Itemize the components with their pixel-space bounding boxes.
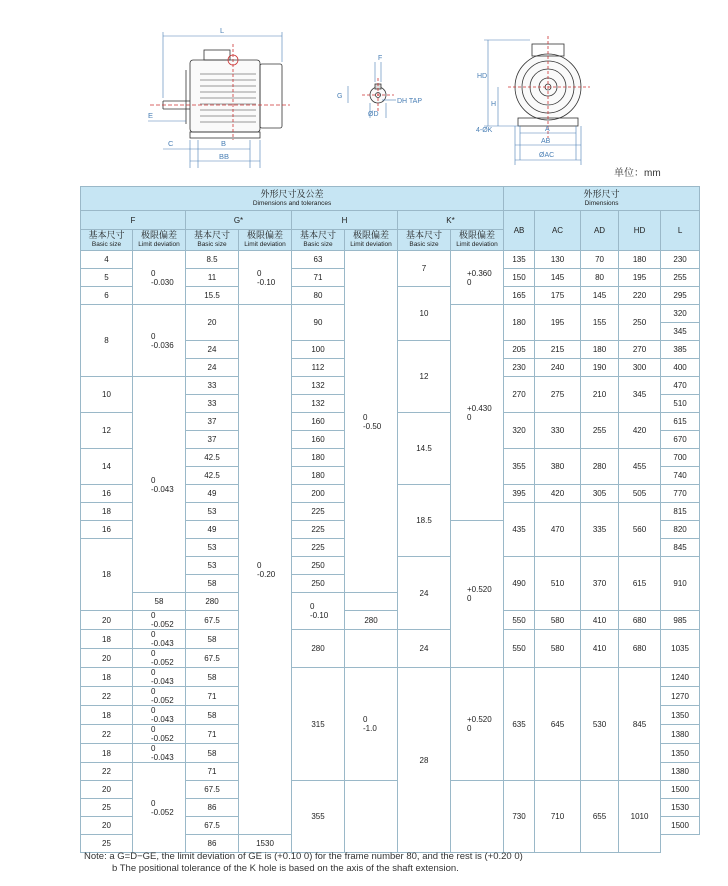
cell-AD: 305 <box>581 485 619 503</box>
col-header-HD: HD <box>619 211 661 251</box>
cell-G: 71 <box>186 763 239 781</box>
cell-AD: 410 <box>581 611 619 630</box>
cell-G: 24 <box>186 341 239 359</box>
side-label-AC: ØAC <box>539 152 555 159</box>
cell-AB: 550 <box>504 611 535 630</box>
cell-AC: 470 <box>535 503 581 557</box>
cell-L: 740 <box>661 467 700 485</box>
cell-AB: 395 <box>504 485 535 503</box>
front-label-L: L <box>220 26 225 35</box>
cell-L: 910 <box>661 557 700 611</box>
cell-L: 670 <box>661 431 700 449</box>
cell-L: 820 <box>661 521 700 539</box>
cell-F-dev: 0 -0.052 <box>133 763 186 853</box>
cell-HD: 420 <box>619 413 661 449</box>
col-header-AC: AC <box>535 211 581 251</box>
cell-K: 14.5 <box>398 413 451 485</box>
cell-AB: 635 <box>504 668 535 781</box>
cell-H: 80 <box>292 287 345 305</box>
cell-G: 42.5 <box>186 467 239 485</box>
subheader-deviation: 极限偏差 Limit deviation <box>239 230 292 251</box>
subheader-deviation: 极限偏差 Limit deviation <box>451 230 504 251</box>
unit-label: 单位：mm <box>614 168 661 179</box>
cell-G: 71 <box>186 687 239 706</box>
cell-G: 8.5 <box>186 251 239 269</box>
cell-AB: 320 <box>504 413 535 449</box>
cell-F: 10 <box>81 377 133 413</box>
cell-L: 845 <box>661 539 700 557</box>
cell-HD: 195 <box>619 269 661 287</box>
shaft-label-DH: DH TAP <box>397 98 423 105</box>
cell-AB: 270 <box>504 377 535 413</box>
cell-H: 112 <box>292 359 345 377</box>
cell-F: 18 <box>81 630 133 649</box>
cell-H: 71 <box>292 269 345 287</box>
cell-L: 1270 <box>661 687 700 706</box>
side-label-AB: AB <box>541 138 551 145</box>
front-label-E: E <box>148 111 154 120</box>
cell-F-dev: 0 -0.052 <box>133 687 186 706</box>
cell-L: 320 <box>661 305 700 323</box>
cell-F: 14 <box>81 449 133 485</box>
cell-AC: 275 <box>535 377 581 413</box>
cell-K-dev: +0.520 0 <box>451 521 504 668</box>
cell-F-dev: 0 -0.030 <box>133 251 186 305</box>
side-view-drawing <box>484 36 590 165</box>
cell-L: 385 <box>661 341 700 359</box>
group-header-dimensions: 外形尺寸 Dimensions <box>504 187 700 211</box>
cell-L: 985 <box>661 611 700 630</box>
cell-G: 49 <box>186 521 239 539</box>
cell-F: 18 <box>81 668 133 687</box>
cell-K: 12 <box>398 341 451 413</box>
cell-H: 90 <box>292 305 345 341</box>
cell-F: 18 <box>81 744 133 763</box>
cell-F: 25 <box>81 799 133 817</box>
cell-F-dev: 0 -0.043 <box>133 668 186 687</box>
cell-G: 67.5 <box>186 649 239 668</box>
cell-AB: 135 <box>504 251 535 269</box>
cell-H: 225 <box>292 539 345 557</box>
cell-AC: 175 <box>535 287 581 305</box>
shaft-label-D: ØD <box>368 111 379 118</box>
cell-H: 280 <box>186 593 239 611</box>
cell-AD: 255 <box>581 413 619 449</box>
cell-AC: 420 <box>535 485 581 503</box>
cell-H-dev: 0 -1.0 <box>345 668 398 781</box>
table-row <box>81 630 700 649</box>
footnotes <box>84 851 523 875</box>
cell-HD: 1010 <box>619 781 661 853</box>
front-label-C: C <box>168 139 174 148</box>
cell-G: 37 <box>186 413 239 431</box>
cell-AC: 130 <box>535 251 581 269</box>
cell-HD: 250 <box>619 305 661 341</box>
cell-F: 8 <box>81 305 133 377</box>
cell-K: 28 <box>398 668 451 853</box>
cell-AD: 530 <box>581 668 619 781</box>
cell-H: 63 <box>292 251 345 269</box>
cell-G: 71 <box>186 725 239 744</box>
cell-F: 22 <box>81 725 133 744</box>
cell-AB: 150 <box>504 269 535 287</box>
cell-L: 1350 <box>661 706 700 725</box>
cell-AC: 710 <box>535 781 581 853</box>
cell-AD: 335 <box>581 503 619 557</box>
cell-HD: 220 <box>619 287 661 305</box>
cell-H: 250 <box>292 557 345 575</box>
cell-G: 33 <box>186 377 239 395</box>
cell-AC: 145 <box>535 269 581 287</box>
cell-G-dev: 0 -0.20 <box>239 305 292 835</box>
cell-G: 58 <box>186 668 239 687</box>
cell-F-dev: 0 -0.043 <box>133 630 186 649</box>
cell-L: 1500 <box>661 817 700 835</box>
cell-L: 1500 <box>661 781 700 799</box>
shaft-label-F: F <box>378 55 383 62</box>
cell-F: 6 <box>81 287 133 305</box>
cell-AD: 210 <box>581 377 619 413</box>
cell-L: 345 <box>661 323 700 341</box>
cell-L: 815 <box>661 503 700 521</box>
col-header-G: G* <box>186 211 292 230</box>
cell-K-dev-empty <box>451 781 504 853</box>
cell-L: 1380 <box>661 763 700 781</box>
cell-G: 58 <box>186 630 239 649</box>
cell-F-dev: 0 -0.036 <box>133 305 186 377</box>
cell-L: 230 <box>661 251 700 269</box>
cell-K: 10 <box>398 287 451 341</box>
cell-AC: 240 <box>535 359 581 377</box>
cell-H: 132 <box>292 395 345 413</box>
cell-L: 615 <box>661 413 700 431</box>
cell-L: 295 <box>661 287 700 305</box>
dimensions-table <box>80 186 700 853</box>
cell-F: 20 <box>81 649 133 668</box>
cell-G-dev: 0 -0.10 <box>239 251 292 305</box>
col-header-K: K* <box>398 211 504 230</box>
cell-F: 18 <box>81 539 133 611</box>
cell-AD: 80 <box>581 269 619 287</box>
cell-HD: 505 <box>619 485 661 503</box>
cell-K: 24 <box>398 557 451 630</box>
subheader-basic: 基本尺寸 Basic size <box>398 230 451 251</box>
footnote-a: Note: a G=D−GE, the limit deviation of GE is (+0.10 0) for the frame number 80, and the rest is (+0.20 0) <box>84 851 523 862</box>
cell-F: 22 <box>81 687 133 706</box>
cell-H: 280 <box>292 630 345 668</box>
table-row <box>81 611 700 630</box>
cell-F: 12 <box>81 413 133 449</box>
cell-G: 58 <box>186 575 239 593</box>
cell-L: 700 <box>661 449 700 467</box>
cell-K-dev: +0.520 0 <box>451 668 504 781</box>
cell-AC: 215 <box>535 341 581 359</box>
cell-G: 24 <box>186 359 239 377</box>
cell-F: 16 <box>81 485 133 503</box>
cell-G: 15.5 <box>186 287 239 305</box>
front-label-B: B <box>221 139 227 148</box>
cell-L: 1240 <box>661 668 700 687</box>
cell-AC: 645 <box>535 668 581 781</box>
cell-F: 18 <box>81 706 133 725</box>
cell-H: 315 <box>292 668 345 781</box>
cell-L: 255 <box>661 269 700 287</box>
cell-H: 132 <box>292 377 345 395</box>
cell-H: 250 <box>292 575 345 593</box>
cell-F: 20 <box>81 781 133 799</box>
motor-drawings <box>0 0 728 180</box>
table-row <box>81 668 700 687</box>
cell-K-dev: +0.430 0 <box>451 305 504 521</box>
shaft-view-drawing <box>348 62 396 118</box>
cell-G: 20 <box>186 305 239 341</box>
cell-AB: 180 <box>504 305 535 341</box>
cell-F: 18 <box>81 503 133 521</box>
cell-HD: 180 <box>619 251 661 269</box>
col-header-F: F <box>81 211 186 230</box>
cell-G: 53 <box>186 557 239 575</box>
cell-F-dev: 0 -0.043 <box>133 706 186 725</box>
footnote-b: b The positional tolerance of the K hole is based on the axis of the shaft extension. <box>112 863 459 874</box>
cell-AD: 655 <box>581 781 619 853</box>
cell-AB: 730 <box>504 781 535 853</box>
cell-H: 180 <box>292 467 345 485</box>
cell-H: 280 <box>345 611 398 630</box>
cell-G: 67.5 <box>186 781 239 799</box>
cell-AB: 550 <box>504 630 535 668</box>
cell-H: 225 <box>292 503 345 521</box>
cell-H: 160 <box>292 431 345 449</box>
cell-G: 67.5 <box>186 611 239 630</box>
cell-L: 1530 <box>239 835 292 853</box>
cell-AB: 165 <box>504 287 535 305</box>
cell-AC: 380 <box>535 449 581 485</box>
cell-G: 42.5 <box>186 449 239 467</box>
cell-AB: 230 <box>504 359 535 377</box>
cell-AD: 70 <box>581 251 619 269</box>
cell-F-dev: 0 -0.052 <box>133 611 186 630</box>
cell-G: 53 <box>186 539 239 557</box>
cell-L: 1350 <box>661 744 700 763</box>
cell-G: 33 <box>186 395 239 413</box>
cell-G: 58 <box>186 706 239 725</box>
cell-AD: 410 <box>581 630 619 668</box>
cell-F: 22 <box>81 763 133 781</box>
cell-G: 67.5 <box>186 817 239 835</box>
cell-AB: 490 <box>504 557 535 611</box>
cell-F: 5 <box>81 269 133 287</box>
col-header-AB: AB <box>504 211 535 251</box>
cell-HD: 345 <box>619 377 661 413</box>
cell-H: 200 <box>292 485 345 503</box>
shaft-label-G: G <box>337 93 343 100</box>
cell-F: 25 <box>81 835 133 853</box>
cell-L: 510 <box>661 395 700 413</box>
cell-H: 355 <box>292 781 345 853</box>
cell-HD: 680 <box>619 611 661 630</box>
col-header-L: L <box>661 211 700 251</box>
cell-AD: 155 <box>581 305 619 341</box>
cell-H-dev: 0 -0.10 <box>292 593 345 630</box>
cell-HD: 270 <box>619 341 661 359</box>
cell-K: 7 <box>398 251 451 287</box>
cell-AD: 370 <box>581 557 619 611</box>
side-label-H: H <box>491 101 497 108</box>
cell-H: 225 <box>292 521 345 539</box>
subheader-basic: 基本尺寸 Basic size <box>186 230 239 251</box>
cell-AD: 145 <box>581 287 619 305</box>
side-label-K: 4-ØK <box>476 127 493 134</box>
cell-F-dev: 0 -0.043 <box>133 744 186 763</box>
cell-F: 20 <box>81 611 133 630</box>
cell-L: 400 <box>661 359 700 377</box>
cell-F-dev: 0 -0.052 <box>133 649 186 668</box>
subheader-deviation: 极限偏差 Limit deviation <box>345 230 398 251</box>
col-header-H: H <box>292 211 398 230</box>
front-label-BB: BB <box>219 152 230 161</box>
cell-K: 24 <box>398 630 451 668</box>
cell-G: 58 <box>133 593 186 611</box>
cell-K-dev: +0.360 0 <box>451 251 504 305</box>
cell-H: 180 <box>292 449 345 467</box>
col-header-AD: AD <box>581 211 619 251</box>
cell-AB: 205 <box>504 341 535 359</box>
side-label-HD: HD <box>477 73 488 80</box>
cell-AC: 330 <box>535 413 581 449</box>
table-row <box>81 251 700 269</box>
cell-HD: 560 <box>619 503 661 557</box>
cell-F: 16 <box>81 521 133 539</box>
cell-AD: 180 <box>581 341 619 359</box>
cell-L: 470 <box>661 377 700 395</box>
cell-K: 18.5 <box>398 485 451 557</box>
cell-AC: 195 <box>535 305 581 341</box>
cell-HD: 300 <box>619 359 661 377</box>
cell-G: 37 <box>186 431 239 449</box>
cell-G: 86 <box>186 799 239 817</box>
cell-L: 770 <box>661 485 700 503</box>
group-header-tolerances: 外形尺寸及公差 Dimensions and tolerances <box>81 187 504 211</box>
cell-H-dev-empty <box>345 630 398 668</box>
cell-G: 49 <box>186 485 239 503</box>
cell-G: 58 <box>186 744 239 763</box>
cell-AD: 190 <box>581 359 619 377</box>
cell-H: 100 <box>292 341 345 359</box>
cell-HD: 615 <box>619 557 661 611</box>
cell-AC: 580 <box>535 630 581 668</box>
cell-AD: 280 <box>581 449 619 485</box>
cell-AC: 510 <box>535 557 581 611</box>
cell-H: 160 <box>292 413 345 431</box>
cell-H-dev: 0 -0.50 <box>345 251 398 593</box>
side-label-A: A <box>545 126 550 133</box>
subheader-basic: 基本尺寸 Basic size <box>81 230 133 251</box>
cell-F-dev: 0 -0.052 <box>133 725 186 744</box>
cell-L: 1380 <box>661 725 700 744</box>
cell-AB: 355 <box>504 449 535 485</box>
cell-HD: 680 <box>619 630 661 668</box>
cell-L: 1035 <box>661 630 700 668</box>
cell-F-dev: 0 -0.043 <box>133 377 186 593</box>
cell-G: 53 <box>186 503 239 521</box>
cell-L: 1530 <box>661 799 700 817</box>
subheader-basic: 基本尺寸 Basic size <box>292 230 345 251</box>
cell-F: 4 <box>81 251 133 269</box>
cell-AC: 580 <box>535 611 581 630</box>
cell-AB: 435 <box>504 503 535 557</box>
subheader-deviation: 极限偏差 Limit deviation <box>133 230 186 251</box>
cell-HD: 455 <box>619 449 661 485</box>
cell-HD: 845 <box>619 668 661 781</box>
cell-H-dev-empty <box>345 781 398 853</box>
cell-G: 86 <box>186 835 239 853</box>
cell-F: 20 <box>81 817 133 835</box>
cell-G: 11 <box>186 269 239 287</box>
